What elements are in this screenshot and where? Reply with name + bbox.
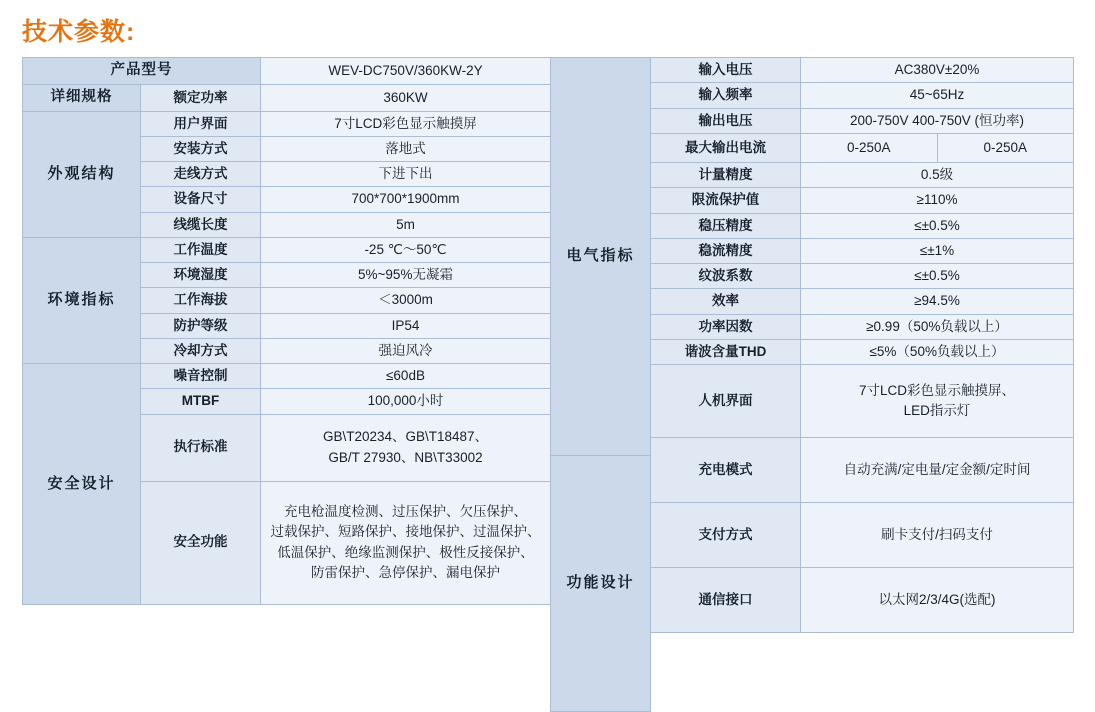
table-row: [651, 133, 1074, 162]
cell-payment-label: 支付方式: [651, 503, 801, 568]
cell-rated-power-value: 360KW: [261, 84, 551, 111]
cell-max-current-label: 最大输出电流: [651, 133, 801, 162]
cell-cooling-value: 强迫风冷: [261, 338, 551, 363]
cell-dimension-value: 700*700*1900mm: [261, 187, 551, 212]
cell-mtbf-value: 100,000小时: [261, 389, 551, 414]
table-row: [651, 438, 1074, 503]
table-row: [651, 365, 1074, 438]
group-spec-label: 详细规格: [23, 84, 141, 111]
cell-charge-mode-value: 自动充满/定电量/定金额/定时间: [801, 438, 1074, 503]
table-row: [651, 503, 1074, 568]
cell-input-freq-label: 输入频率: [651, 83, 801, 108]
cell-thd-label: 谐波含量THD: [651, 339, 801, 364]
cell-ripple-label: 纹波系数: [651, 264, 801, 289]
table-row: [23, 364, 551, 389]
table-row: [651, 314, 1074, 339]
cell-safety-func-label: 安全功能: [141, 481, 261, 604]
middle-group-column: [550, 57, 651, 712]
left-spec-table: [22, 57, 551, 605]
cell-hmi-label: 人机界面: [651, 365, 801, 438]
table-row: [651, 264, 1074, 289]
cell-altitude-label: 工作海拔: [141, 288, 261, 313]
cell-efficiency-value: ≥94.5%: [801, 289, 1074, 314]
cell-comm-label: 通信接口: [651, 568, 801, 633]
right-spec-table: [650, 57, 1074, 633]
cell-power-factor-label: 功率因数: [651, 314, 801, 339]
cell-power-factor-value: ≥0.99（50%负载以上）: [801, 314, 1074, 339]
table-row: [651, 568, 1074, 633]
cell-install-value: 落地式: [261, 136, 551, 161]
cell-ip-rating-value: IP54: [261, 313, 551, 338]
cell-output-voltage-label: 输出电压: [651, 108, 801, 133]
cell-current-stability-label: 稳流精度: [651, 238, 801, 263]
cell-humidity-label: 环境湿度: [141, 263, 261, 288]
table-row: [651, 188, 1074, 213]
cell-input-voltage-label: 输入电压: [651, 58, 801, 83]
cell-input-voltage-value: AC380V±20%: [801, 58, 1074, 83]
cell-altitude-value: ＜3000m: [261, 288, 551, 313]
cell-max-current-value-right: 0-250A: [983, 139, 1028, 155]
cell-metering-accuracy-label: 计量精度: [651, 163, 801, 188]
table-row: [651, 238, 1074, 263]
cell-standard-value: GB\T20234、GB\T18487、 GB/T 27930、NB\T33002: [261, 414, 551, 481]
cell-dimension-label: 设备尺寸: [141, 187, 261, 212]
cell-cable-length-value: 5m: [261, 212, 551, 237]
cell-charge-mode-label: 充电模式: [651, 438, 801, 503]
cell-thd-value: ≤5%（50%负载以上）: [801, 339, 1074, 364]
cell-ui-label: 用户界面: [141, 111, 261, 136]
table-row: [651, 83, 1074, 108]
group-safety-label: 安全设计: [23, 364, 141, 605]
table-row: [23, 237, 551, 262]
cell-ripple-value: ≤±0.5%: [801, 264, 1074, 289]
cell-payment-value: 刷卡支付/扫码支付: [801, 503, 1074, 568]
cell-cable-length-label: 线缆长度: [141, 212, 261, 237]
cell-cooling-label: 冷却方式: [141, 338, 261, 363]
table-row: [23, 58, 551, 85]
cell-metering-accuracy-value: 0.5级: [801, 163, 1074, 188]
cell-work-temp-value: -25 ℃～50℃: [261, 237, 551, 262]
cell-output-voltage-value: 200-750V 400-750V (恒功率): [801, 108, 1074, 133]
cell-humidity-value: 5%~95%无凝霜: [261, 263, 551, 288]
cell-safety-func-value: 充电枪温度检测、过压保护、欠压保护、 过载保护、短路保护、接地保护、过温保护、 低温保护、绝缘监测保护、极性反接保护、 防雷保护、急停保护、漏电保护: [261, 481, 551, 604]
cell-current-limit-label: 限流保护值: [651, 188, 801, 213]
table-row: [23, 111, 551, 136]
table-row: [651, 163, 1074, 188]
cell-voltage-stability-label: 稳压精度: [651, 213, 801, 238]
cell-product-model-label: 产品型号: [23, 58, 261, 85]
cell-product-model-value: WEV-DC750V/360KW-2Y: [261, 58, 551, 85]
cell-mtbf-label: MTBF: [141, 389, 261, 414]
group-environment-label: 环境指标: [23, 237, 141, 363]
cell-hmi-value: 7寸LCD彩色显示触摸屏、 LED指示灯: [801, 365, 1074, 438]
page-title: 技术参数:: [22, 18, 136, 46]
cell-voltage-stability-value: ≤±0.5%: [801, 213, 1074, 238]
cell-efficiency-label: 效率: [651, 289, 801, 314]
cell-rated-power-label: 额定功率: [141, 84, 261, 111]
cell-noise-label: 噪音控制: [141, 364, 261, 389]
table-row: [551, 456, 651, 712]
cell-wiring-label: 走线方式: [141, 162, 261, 187]
cell-noise-value: ≤60dB: [261, 364, 551, 389]
cell-comm-value: 以太网2/3/4G(选配): [801, 568, 1074, 633]
table-row: [23, 84, 551, 111]
cell-max-current-value: [801, 133, 1074, 162]
cell-input-freq-value: 45~65Hz: [801, 83, 1074, 108]
group-electrical-label: 电气指标: [551, 58, 651, 456]
cell-current-limit-value: ≥110%: [801, 188, 1074, 213]
cell-standard-label: 执行标准: [141, 414, 261, 481]
cell-work-temp-label: 工作温度: [141, 237, 261, 262]
table-row: [651, 289, 1074, 314]
cell-ip-rating-label: 防护等级: [141, 313, 261, 338]
cell-max-current-value-left: 0-250A: [801, 134, 938, 162]
table-row: [651, 213, 1074, 238]
table-row: [651, 108, 1074, 133]
group-function-label: 功能设计: [551, 456, 651, 712]
cell-install-label: 安装方式: [141, 136, 261, 161]
cell-ui-value: 7寸LCD彩色显示触摸屏: [261, 111, 551, 136]
cell-current-stability-value: ≤±1%: [801, 238, 1074, 263]
table-row: [651, 58, 1074, 83]
cell-wiring-value: 下进下出: [261, 162, 551, 187]
table-row: [651, 339, 1074, 364]
group-appearance-label: 外观结构: [23, 111, 141, 237]
table-row: [551, 58, 651, 456]
